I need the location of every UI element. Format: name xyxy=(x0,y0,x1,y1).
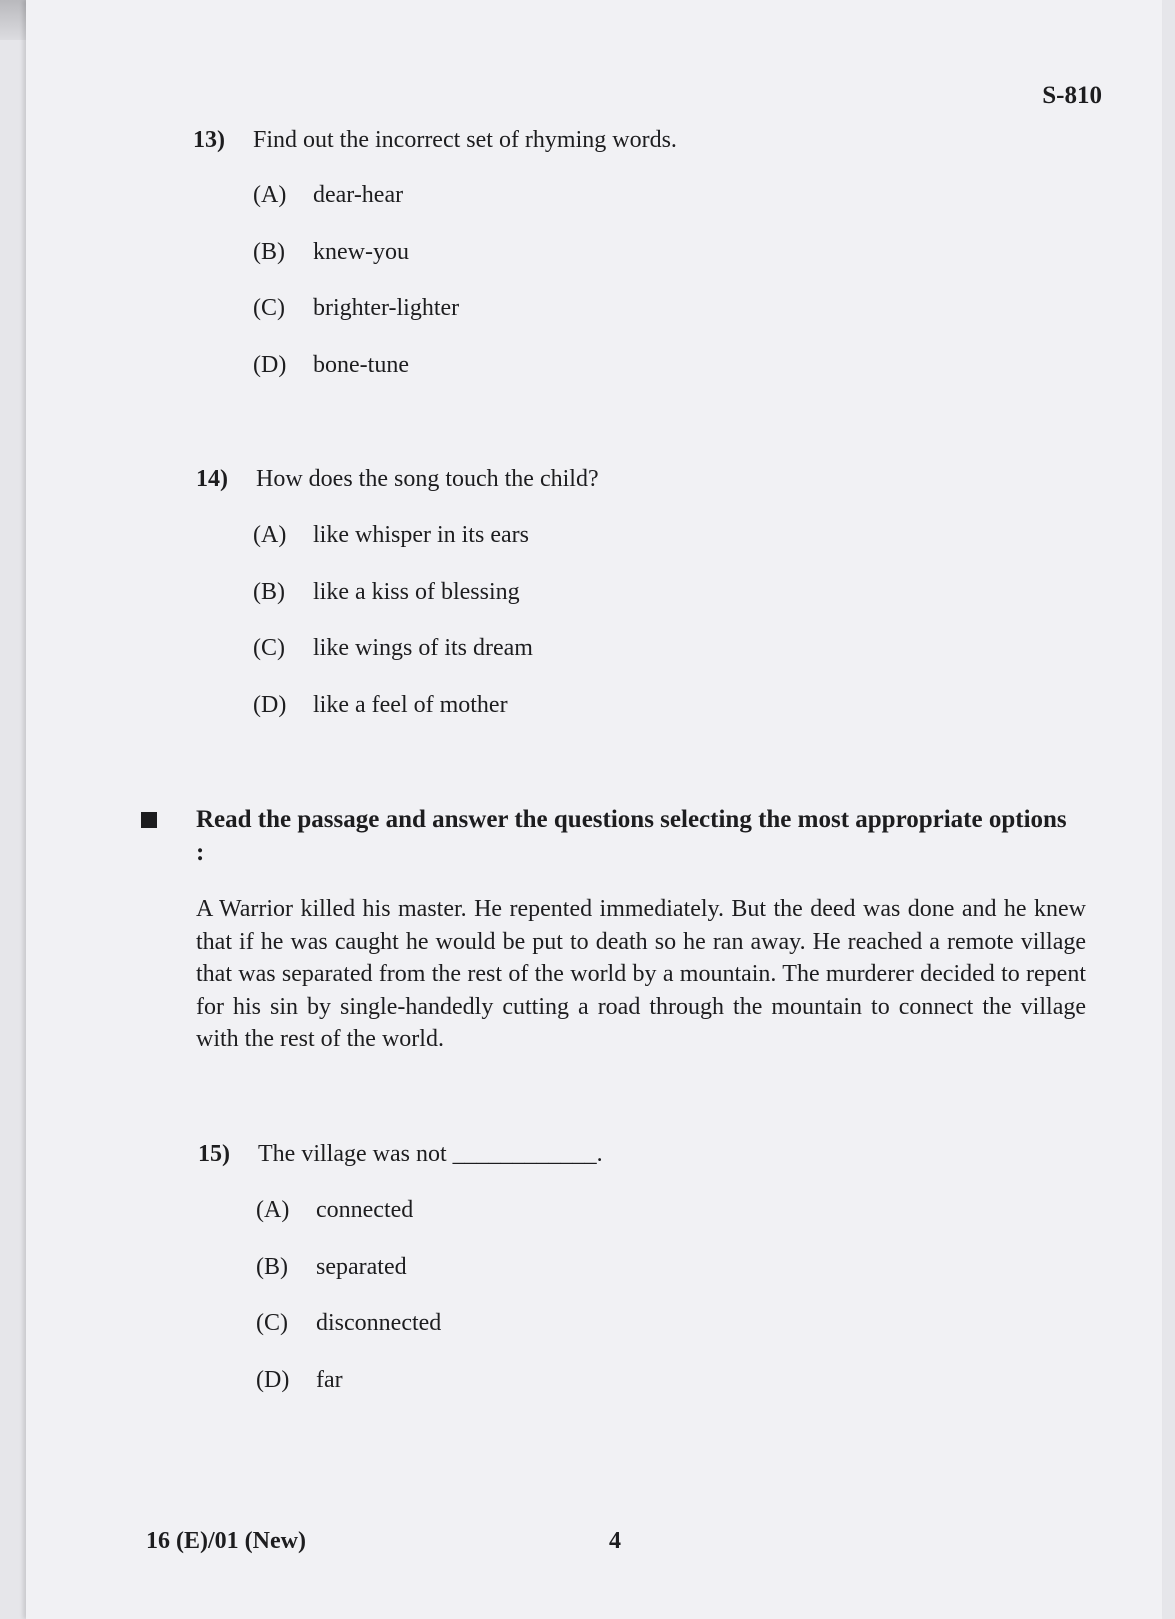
option-text: like whisper in its ears xyxy=(313,522,529,548)
question-text: Find out the incorrect set of rhyming words. xyxy=(253,127,677,153)
option-a xyxy=(253,182,459,239)
option-a xyxy=(256,1197,441,1254)
option-d xyxy=(253,352,459,409)
question-14-options xyxy=(253,522,533,748)
option-text: knew-you xyxy=(313,238,409,265)
option-text: far xyxy=(316,1366,343,1393)
option-text: like a kiss of blessing xyxy=(313,578,520,605)
question-13-options xyxy=(253,182,459,408)
option-c xyxy=(256,1310,441,1367)
option-text: like a feel of mother xyxy=(313,691,508,718)
question-text: The village was not ____________. xyxy=(258,1141,603,1167)
scan-corner-mark xyxy=(0,0,26,40)
option-label: (D) xyxy=(253,351,287,378)
question-14 xyxy=(196,466,599,493)
option-label: (A) xyxy=(256,1197,290,1223)
option-label: (B) xyxy=(253,578,285,605)
exam-page xyxy=(26,0,1162,1619)
option-b xyxy=(253,239,459,296)
option-text: brighter-lighter xyxy=(313,295,460,321)
paper-code: S-810 xyxy=(1042,82,1102,109)
question-number: 13) xyxy=(193,127,225,153)
option-text: separated xyxy=(316,1253,407,1280)
option-b xyxy=(253,579,533,636)
option-d xyxy=(256,1367,441,1424)
option-a xyxy=(253,522,533,579)
option-c xyxy=(253,635,533,692)
question-15 xyxy=(198,1141,603,1168)
option-text: bone-tune xyxy=(313,351,409,378)
option-label: (C) xyxy=(256,1310,288,1336)
footer-paper-code: 16 (E)/01 (New) xyxy=(146,1528,306,1554)
option-text: dear-hear xyxy=(313,182,404,208)
page-number: 4 xyxy=(609,1528,621,1554)
option-c xyxy=(253,295,459,352)
question-13 xyxy=(193,127,677,154)
question-15-options xyxy=(256,1197,441,1423)
option-text: like wings of its dream xyxy=(313,635,533,661)
square-bullet-icon xyxy=(141,812,157,828)
option-label: (C) xyxy=(253,295,285,321)
question-number: 15) xyxy=(198,1141,230,1167)
option-label: (D) xyxy=(253,691,287,718)
option-label: (B) xyxy=(253,238,285,265)
option-label: (C) xyxy=(253,635,285,661)
option-text: disconnected xyxy=(316,1310,442,1336)
option-label: (A) xyxy=(253,182,287,208)
instruction-text: Read the passage and answer the questions selecting the most appropriate options : xyxy=(196,806,1067,866)
section-instruction xyxy=(141,803,1071,869)
reading-passage: A Warrior killed his master. He repented immediately. But the deed was done and he knew that if he was caught he would be put to death so he ran away. He reached a remote village that was separated from the rest of the world by a mountain. The murderer decided to repent for his sin by single-handedly cutting a road through the mountain to connect the village with the rest of the world. xyxy=(196,896,1086,1052)
option-label: (D) xyxy=(256,1366,290,1393)
question-text: How does the song touch the child? xyxy=(256,466,599,492)
question-number: 14) xyxy=(196,466,228,492)
option-label: (B) xyxy=(256,1253,288,1280)
option-d xyxy=(253,692,533,749)
option-label: (A) xyxy=(253,522,287,548)
option-b xyxy=(256,1254,441,1311)
option-text: connected xyxy=(316,1197,414,1223)
